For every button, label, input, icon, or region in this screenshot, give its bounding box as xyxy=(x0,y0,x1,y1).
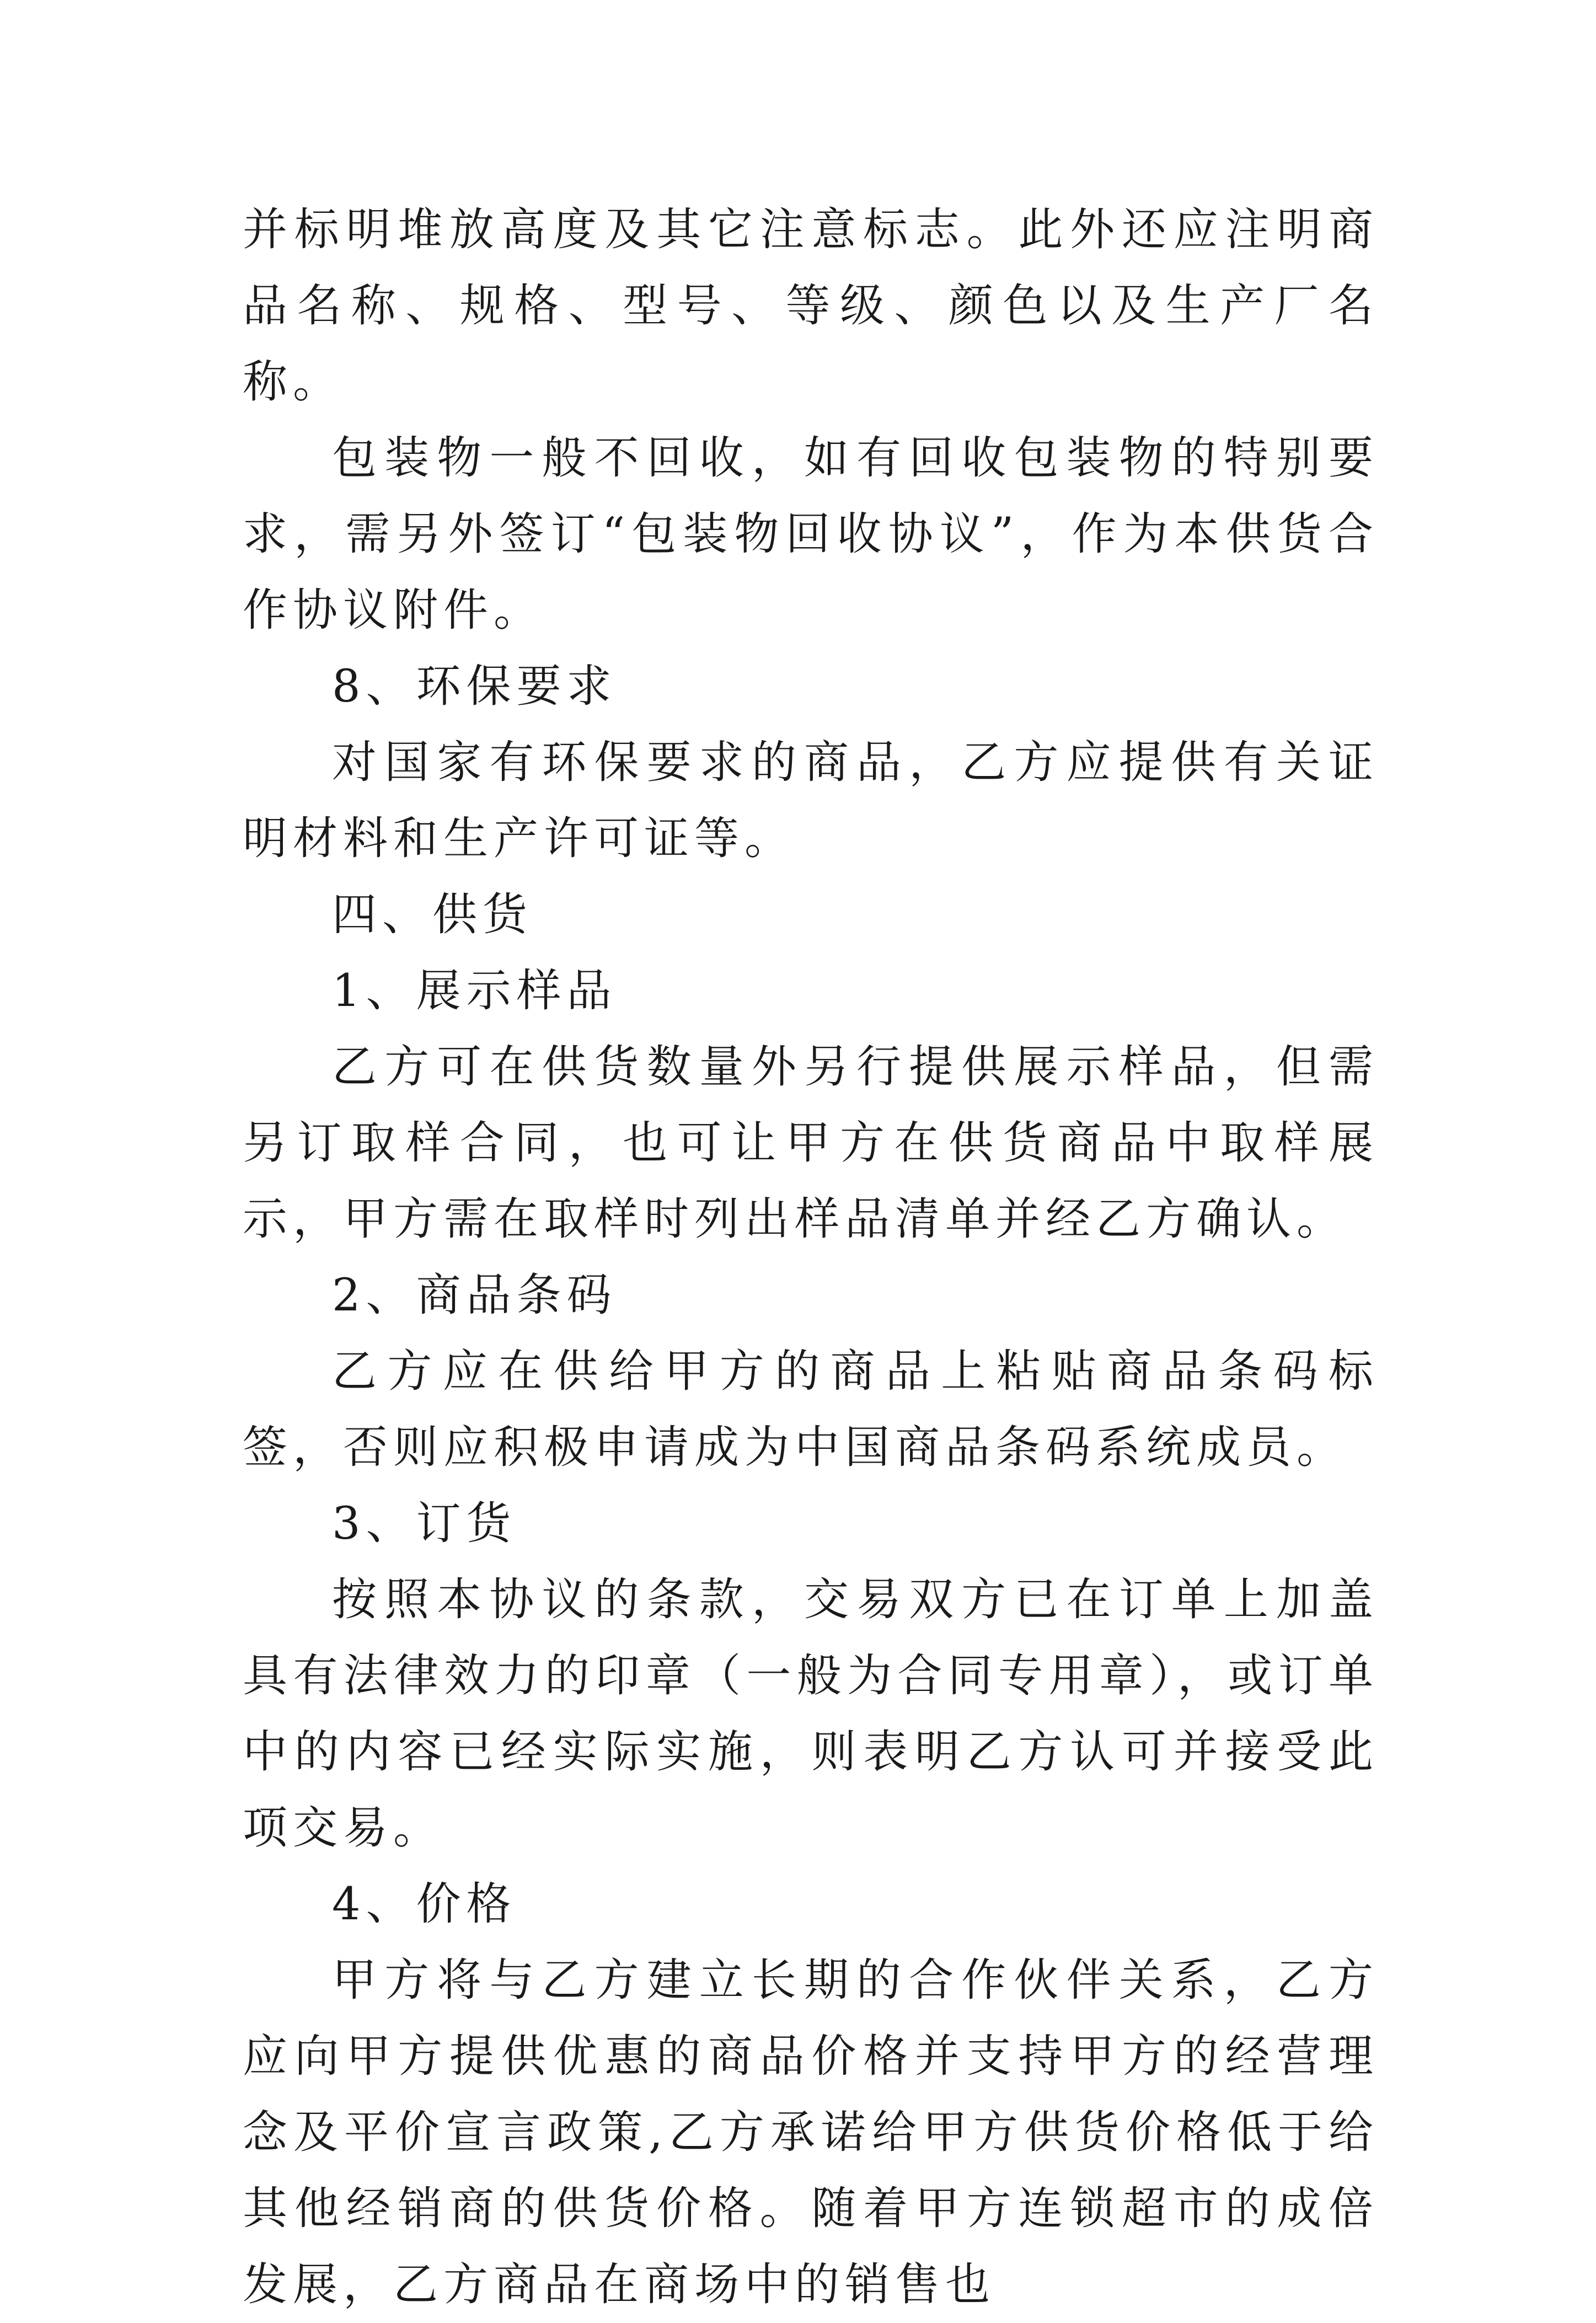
heading-section-supply: 四、供货 xyxy=(332,889,533,941)
paragraph-price: 甲方将与乙方建立长期的合作伙伴关系，乙方应向甲方提供优惠的商品价格并支持甲方的经营理念及平价宣言政策,乙方承诺给甲方供货价格低于给其他经销商的供货价格。随着甲方连锁超市的成倍发展，乙方商品在商场中的销售也 xyxy=(243,1955,1379,2311)
heading-barcode: 2、商品条码 xyxy=(332,1270,617,1321)
paragraph-barcode: 乙方应在供给甲方的商品上粘贴商品条码标签，否则应积极申请成为中国商品条码系统成员。 xyxy=(243,1346,1379,1474)
paragraph-packaging-recycling: 包装物一般不回收，如有回收包装物的特别要求，需另外签订“包装物回收协议”，作为本供货合作协议附件。 xyxy=(243,432,1379,636)
document-body xyxy=(243,192,1379,2323)
paragraph-environmental-requirements: 对国家有环保要求的商品，乙方应提供有关证明材料和生产许可证等。 xyxy=(243,737,1379,865)
heading-display-samples: 1、展示样品 xyxy=(332,965,617,1017)
paragraph-ordering: 按照本协议的条款，交易双方已在订单上加盖具有法律效力的印章（一般为合同专用章），或订单中的内容已经实际实施，则表明乙方认可并接受此项交易。 xyxy=(243,1574,1379,1854)
paragraph-packaging-marking: 并标明堆放高度及其它注意标志。此外还应注明商品名称、规格、型号、等级、颜色以及生产厂名称。 xyxy=(243,204,1379,408)
heading-ordering: 3、订货 xyxy=(332,1498,517,1550)
paragraph-display-samples: 乙方可在供货数量外另行提供展示样品，但需另订取样合同，也可让甲方在供货商品中取样展示，甲方需在取样时列出样品清单并经乙方确认。 xyxy=(243,1041,1379,1245)
heading-price: 4、价格 xyxy=(332,1878,517,1930)
heading-environmental-requirements: 8、环保要求 xyxy=(332,661,617,713)
